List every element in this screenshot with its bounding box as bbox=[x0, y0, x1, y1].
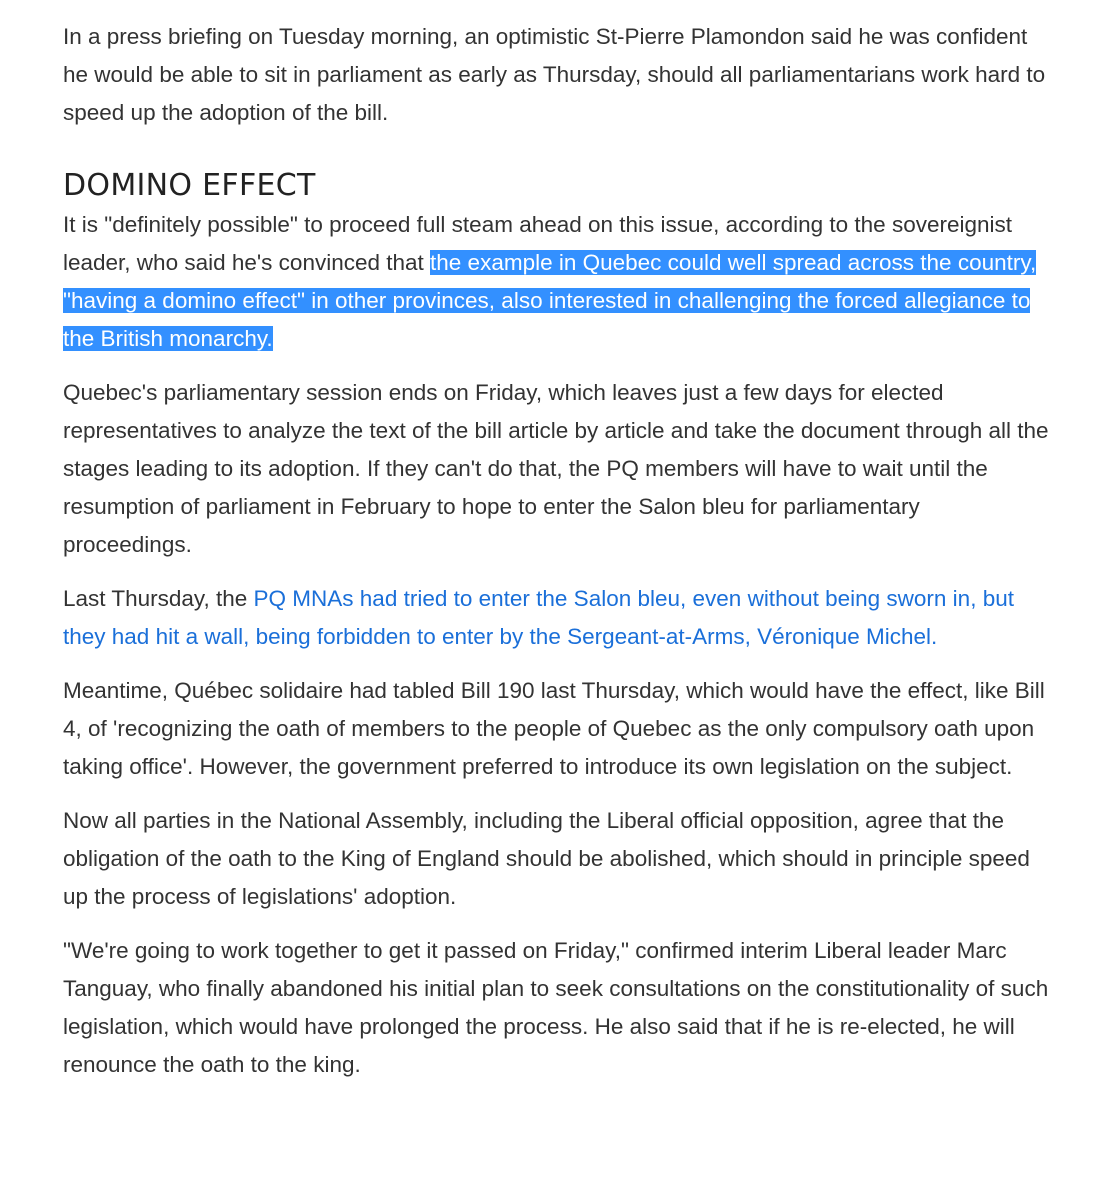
salon-bleu-article-link[interactable]: PQ MNAs had tried to enter the Salon bleu, even without being sworn in, but they had hit a wall, being forbidden to enter by the Sergeant-at-Arms, Véronique Michel. bbox=[63, 586, 1014, 649]
paragraph-text: It is "definitely possible" to proceed full steam ahead on this issue, according to the sovereignist leader, who said he's convinced that bbox=[63, 212, 1012, 275]
paragraph-all-parties: Now all parties in the National Assembly, including the Liberal official opposition, agree that the obligation of the oath to the King of England should be abolished, which should in principle speed up the process of legislations' adoption. bbox=[63, 808, 1030, 909]
paragraph-session-ends: Quebec's parliamentary session ends on Friday, which leaves just a few days for elected representatives to analyze the text of the bill article by article and take the document through all the stages leading to its adoption. If they can't do that, the PQ members will have to wait until the resumption of parliament in February to hope to enter the Salon bleu for parliamentary proceedings. bbox=[63, 380, 1049, 557]
paragraph-quebec-solidaire: Meantime, Québec solidaire had tabled Bill 190 last Thursday, which would have the effect, like Bill 4, of 'recognizing the oath of members to the people of Quebec as the only compulsory oath upon taking office'. However, the government preferred to introduce its own legislation on the subject. bbox=[63, 678, 1045, 779]
selected-text-highlight[interactable]: the example in Quebec could well spread across the country, "having a domino effect" in other provinces, also interested in challenging the forced allegiance to the British monarchy. bbox=[63, 250, 1037, 351]
paragraph-definitely-possible bbox=[63, 206, 1053, 358]
paragraph-press-briefing: In a press briefing on Tuesday morning, an optimistic St-Pierre Plamondon said he was confident he would be able to sit in parliament as early as Thursday, should all parliamentarians work hard to speed up the adoption of the bill. bbox=[63, 24, 1046, 125]
paragraph-last-thursday bbox=[63, 580, 1053, 656]
section-heading: DOMINO EFFECT bbox=[63, 168, 316, 203]
paragraph-tanguay-quote: "We're going to work together to get it passed on Friday," confirmed interim Liberal leader Marc Tanguay, who finally abandoned his initial plan to seek consultations on the constitutionality of such legislation, which would have prolonged the process. He also said that if he is re-elected, he will renounce the oath to the king. bbox=[63, 938, 1049, 1077]
paragraph-text: Last Thursday, the bbox=[63, 586, 254, 611]
article-body bbox=[63, 18, 1053, 1100]
